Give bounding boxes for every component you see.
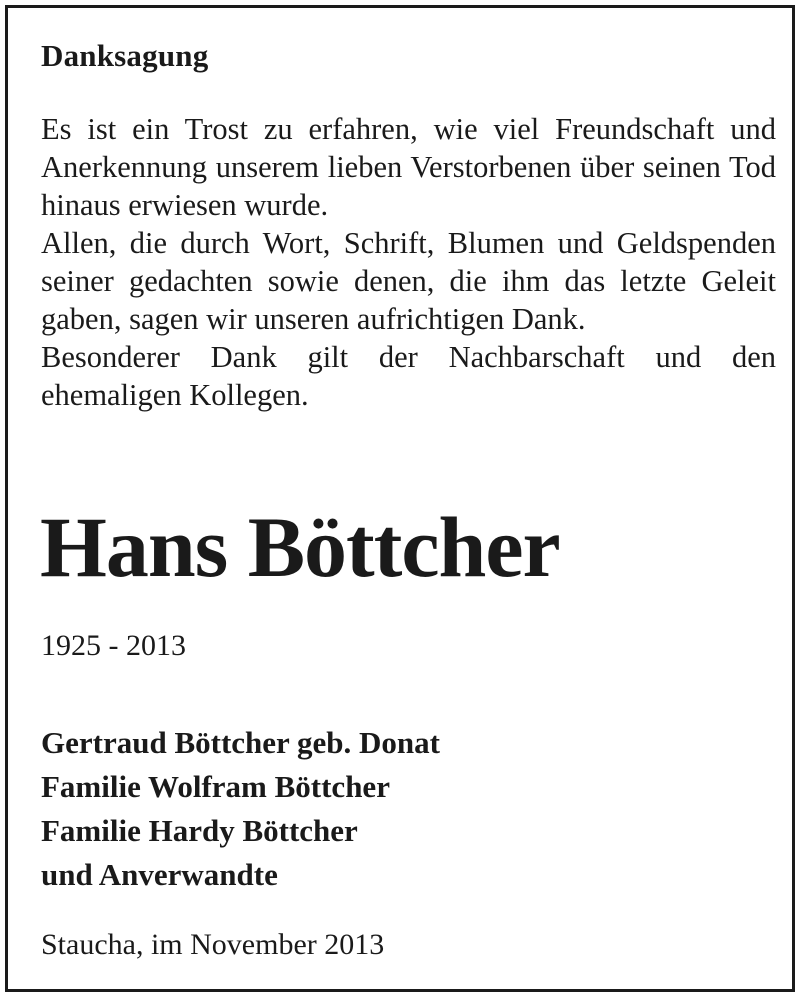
mourner-item: Gertraud Böttcher geb. Donat	[41, 725, 440, 760]
life-dates: 1925 - 2013	[41, 629, 186, 662]
place-and-date: Staucha, im November 2013	[41, 928, 385, 961]
notice-heading: Danksagung	[41, 38, 209, 73]
paragraph-gratitude: Allen, die durch Wort, Schrift, Blumen und Geldspenden seiner gedachten sowie denen, die ihm das letzte Geleit gaben, sagen wir unseren aufrichtigen Dank.	[41, 226, 776, 336]
mourner-item: und Anverwandte	[41, 857, 278, 892]
paragraph-special-thanks: Besonderer Dank gilt der Nachbarschaft und den ehemaligen Kollegen.	[41, 340, 776, 412]
thank-you-text	[41, 110, 776, 414]
deceased-name: Hans Böttcher	[40, 499, 560, 595]
mourner-item: Familie Wolfram Böttcher	[41, 769, 390, 804]
mourners-list	[41, 721, 440, 897]
obituary-notice-frame	[5, 5, 795, 992]
obituary-notice-content	[41, 8, 776, 989]
mourner-item: Familie Hardy Böttcher	[41, 813, 358, 848]
paragraph-consolation: Es ist ein Trost zu erfahren, wie viel Freundschaft und Anerkennung unserem lieben Verstorbenen über seinen Tod hinaus erwiesen wurde.	[41, 112, 776, 222]
